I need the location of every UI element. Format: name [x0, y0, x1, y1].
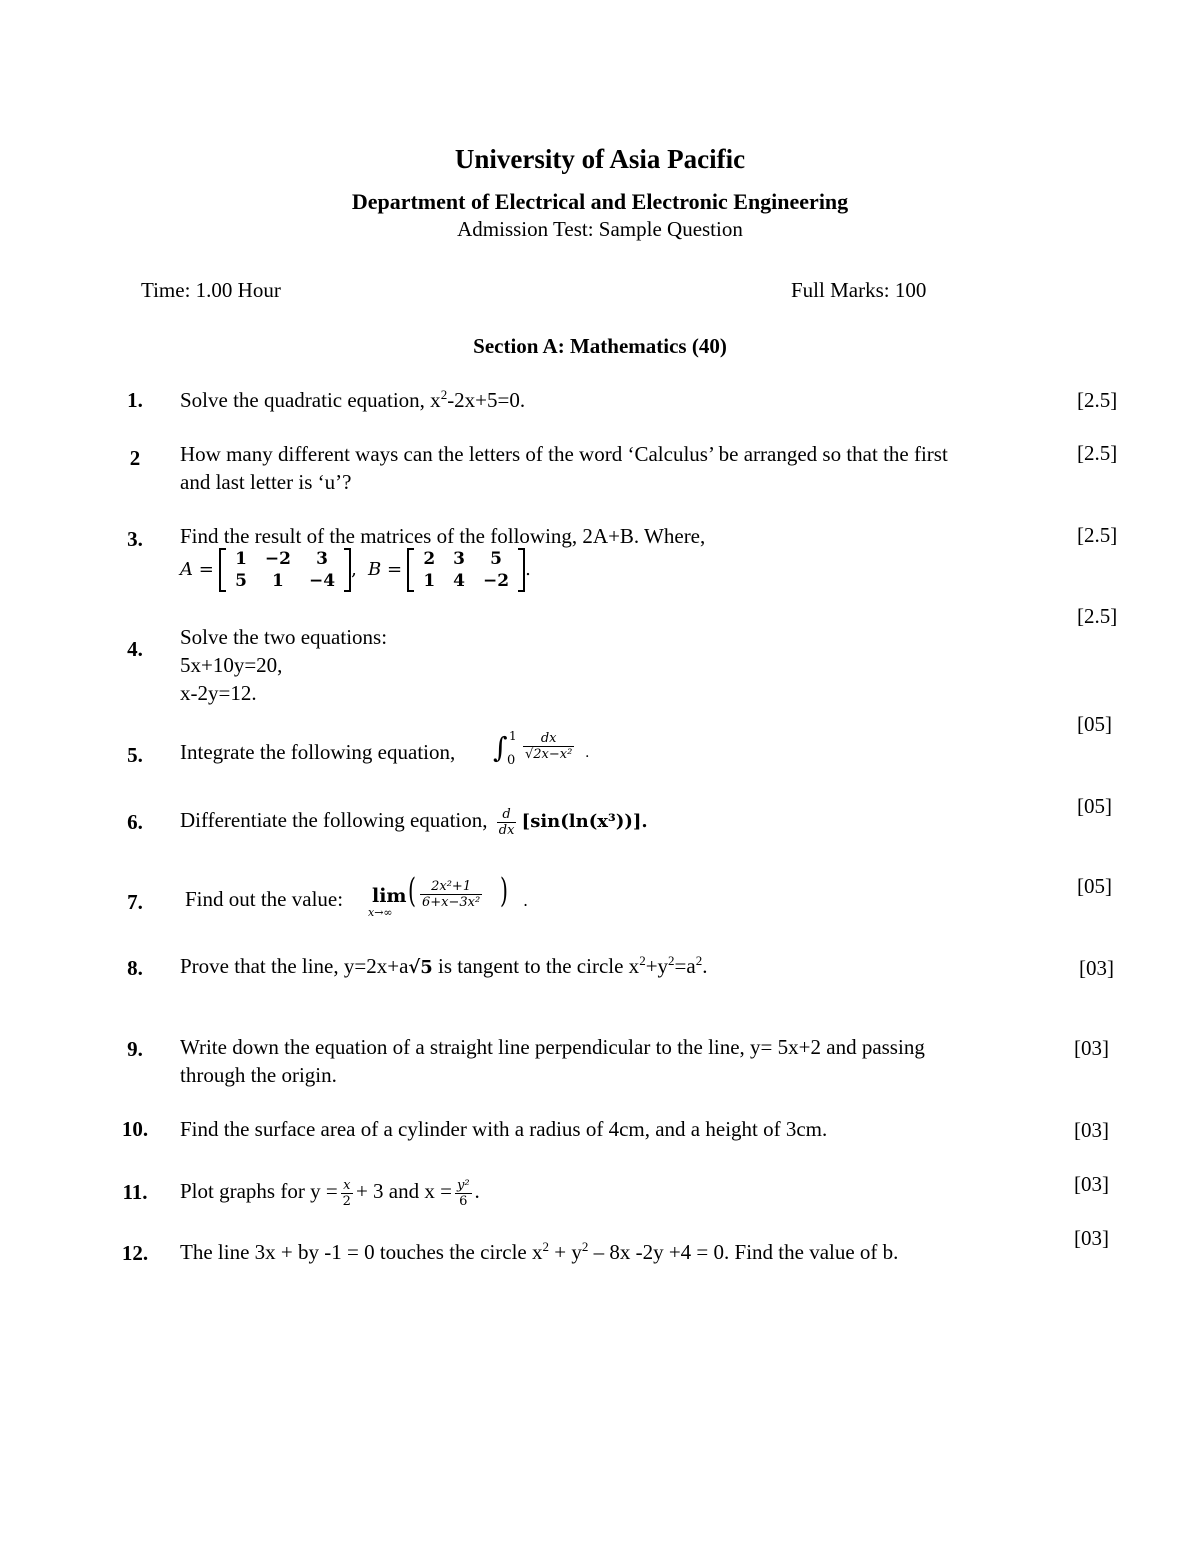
integral-upper-limit: 1: [509, 729, 517, 743]
fraction-y2-over-6: $\frac{\text{y²}}{6}$: [456, 1177, 470, 1209]
limit-label: lim: [372, 885, 407, 907]
integral-lower-limit: 0: [507, 753, 516, 768]
question-text: Find out the value:: [185, 887, 344, 911]
limit-fraction: $\frac{\text{2x²+1}}{\text{6+x−3x²}}$: [422, 879, 481, 910]
matrix-b-label: B =: [368, 558, 403, 580]
question-text: Solve the two equations: 5x+10y=20, x-2y=12.: [180, 625, 388, 705]
question-marks: [05]: [1077, 874, 1112, 898]
question-number: 8.: [127, 956, 143, 980]
fraction-x-over-2: $\frac{x}{2}$: [342, 1177, 351, 1209]
question-text: Solve the quadratic equation, $x^2-2x+5=0$.: [180, 387, 526, 412]
time-label: Time: 1.00 Hour: [141, 278, 281, 302]
question-text: Prove that the line, y=2x+a√5 is tangent to the circle $x^2+y^2=a^2$.: [180, 953, 708, 978]
question-text: Integrate the following equation,: [180, 740, 456, 764]
question-marks: [2.5]: [1077, 523, 1118, 547]
question-number: 3.: [127, 527, 143, 551]
question-marks: [05]: [1077, 712, 1112, 736]
university-title: University of Asia Pacific: [454, 144, 746, 174]
integral-expression: ∫ 1 0 $\frac{dx}{\text{√2x−x²}}$ .: [493, 729, 590, 768]
question-text: Find the result of the matrices of the following, 2A+B. Where,: [180, 524, 706, 548]
section-title: Section A: Mathematics (40): [473, 334, 727, 358]
question-number: 5.: [127, 743, 143, 767]
question-number: 9.: [127, 1037, 143, 1061]
integrand-fraction: $\frac{dx}{\text{√2x−x²}}$: [525, 731, 573, 762]
question-text: The line 3x + by -1 = 0 touches the circle $x^2 + y^2 - 8x$ -2y +4 = 0. Find the value of b.: [180, 1239, 899, 1264]
derivative-expression: [sin(ln(x³))].: [521, 811, 648, 832]
question-text: Write down the equation of a straight line perpendicular to the line, y= 5x+2 and passing through the origin.: [180, 1035, 925, 1087]
limit-subscript: x→∞: [368, 906, 393, 919]
matrix-a-label: A =: [180, 558, 214, 580]
matrix-b: 2 3 5 1 4 −2: [407, 548, 525, 592]
question-text: Plot graphs for y = $\frac{x}{2}$ + 3 and x = $\frac{\text{y²}}{6}$ .: [180, 1177, 480, 1209]
question-marks: [03]: [1074, 1226, 1109, 1250]
question-number: 6.: [127, 810, 143, 834]
integral-sign-icon: ∫: [493, 731, 508, 764]
question-number: 10.: [121, 1117, 149, 1141]
full-marks-label: Full Marks: 100: [791, 278, 927, 302]
question-number: 11.: [122, 1180, 148, 1204]
department-title: Department of Electrical and Electronic Engineering: [351, 189, 849, 214]
question-number: 4.: [127, 637, 143, 661]
question-marks: [2.5]: [1077, 441, 1118, 465]
matrix-a: 1 −2 3 5 1 −4: [219, 548, 351, 592]
question-number: 12.: [121, 1241, 149, 1265]
question-number: 1.: [127, 388, 143, 412]
question-text: How many different ways can the letters of the word ‘Calculus’ be arranged so that the first and last letter is ‘u’?: [180, 442, 948, 494]
question-number: 7.: [127, 890, 143, 914]
limit-expression: lim x→∞ ( $\frac{\text{2x²+1}}{\text{6+x−3x²}}$ ) .: [368, 871, 529, 919]
question-marks: [03]: [1074, 1172, 1109, 1196]
question-marks: [2.5]: [1077, 388, 1118, 412]
derivative-operator: $\frac{d}{dx}$: [498, 806, 515, 838]
question-text: Differentiate the following equation, $\frac{d}{dx}$ [sin(ln(x³))].: [180, 806, 648, 838]
question-marks: [03]: [1074, 1118, 1109, 1142]
question-marks: [05]: [1077, 794, 1112, 818]
question-marks: [2.5]: [1077, 604, 1118, 628]
question-marks: [03]: [1074, 1036, 1109, 1060]
matrices: A = 1 −2 3 5 1 −4 , B = 2 3 5 1 4 −2 .: [180, 549, 531, 591]
test-title: Admission Test: Sample Question: [457, 217, 743, 241]
question-text: Find the surface area of a cylinder with a radius of 4cm, and a height of 3cm.: [180, 1117, 828, 1141]
question-number: 2: [129, 446, 141, 470]
question-marks: [03]: [1079, 956, 1114, 980]
